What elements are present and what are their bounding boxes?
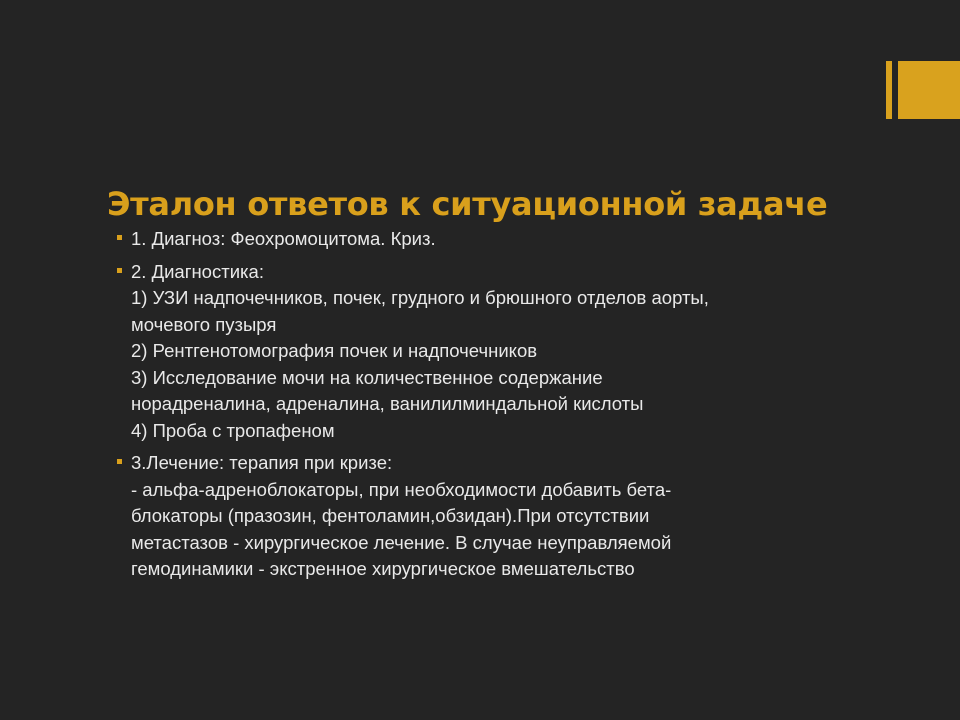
bullet-line: 1) УЗИ надпочечников, почек, грудного и брюшного отделов аорты, [131,287,709,308]
bullet-line: 2. Диагностика: [131,260,264,282]
bullet-item-diagnostics [117,259,837,445]
bullet-square-icon [117,268,122,273]
accent-bar-block [898,61,960,119]
slide-title: Эталон ответов к ситуационной задаче [107,185,828,223]
slide-content [117,226,837,589]
bullet-item-diagnosis [117,226,837,253]
bullet-line: блокаторы (празозин, фентоламин,обзидан).При отсутствии [131,505,650,526]
bullet-square-icon [117,235,122,240]
bullet-line: мочевого пузыря [131,313,277,335]
bullet-line: норадреналина, адреналина, ванилилминдальной кислоты [131,393,644,414]
bullet-line: метастазов - хирургическое лечение. В случае неуправляемой [131,531,672,553]
bullet-line: гемодинамики - экстренное хирургическое вмешательство [131,558,635,579]
bullet-line: 4) Проба с тропафеном [131,419,335,441]
bullet-line: 2) Рентгенотомография почек и надпочечников [131,340,538,361]
bullet-line: 1. Диагноз: Феохромоцитома. Криз. [131,228,436,249]
bullet-line: - альфа-адреноблокаторы, при необходимости добавить бета- [131,478,672,500]
bullet-square-icon [117,459,122,464]
bullet-item-treatment [117,450,837,583]
bullet-line: 3) Исследование мочи на количественное содержание [131,366,603,388]
accent-bar-thin [886,61,892,119]
bullet-line: 3.Лечение: терапия при кризе: [131,452,393,473]
